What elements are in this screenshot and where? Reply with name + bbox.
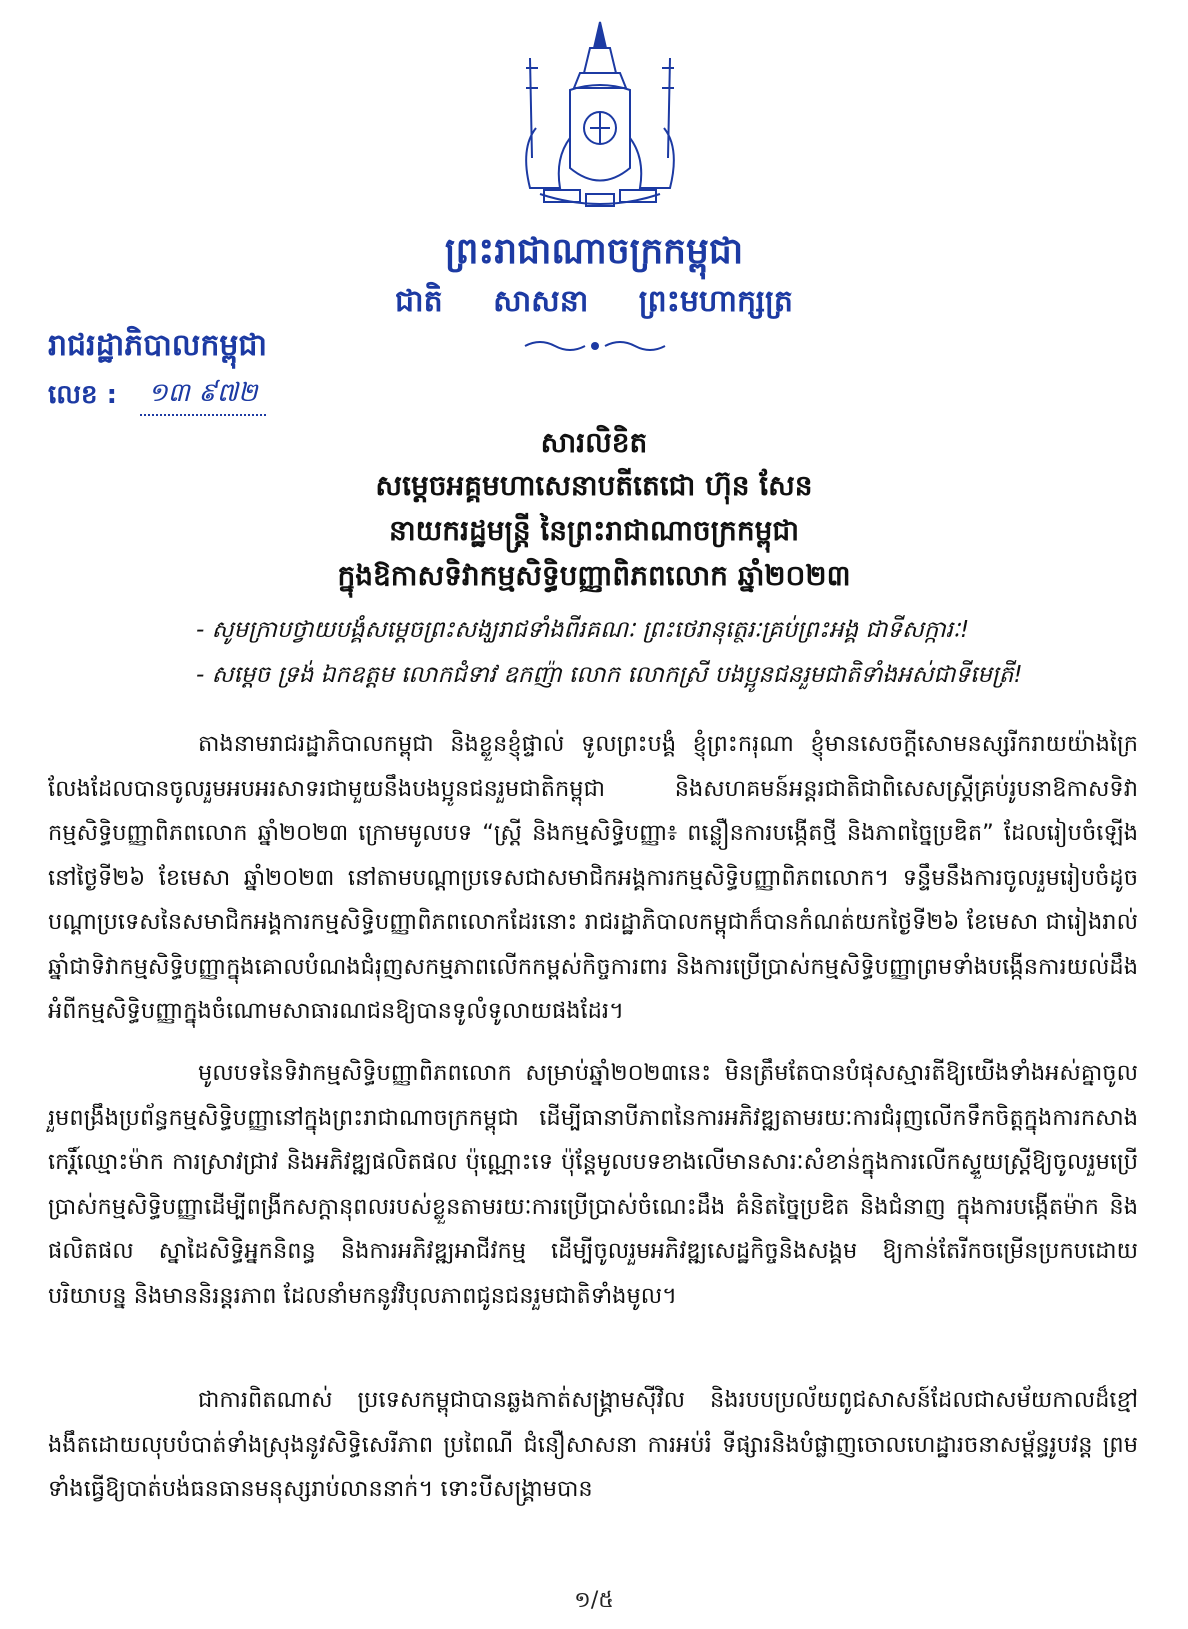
national-motto: ជាតិ សាសនា ព្រះមហាក្សត្រ <box>395 284 793 319</box>
paragraph-text: តាងនាមរាជរដ្ឋាភិបាលកម្ពុជា និងខ្លួនខ្ញុំផ្ទាល់ ទូលព្រះបង្គំ ខ្ញុំព្រះករុណា ខ្ញុំមានសេចក្តីសោមនស្សរីករាយយ៉ាងក្រៃលែងដែលបានចូលរួមអបអរសាទរជាមួយនឹងបងប្អូនជនរួមជាតិកម្ពុជា និងសហគមន៍អន្តរជាតិជាពិសេសស្ត្រីគ្រប់រូបនាឱកាសទិវាកម្មសិទ្ធិបញ្ញាពិភពលោក ឆ្នាំ២០២៣ ក្រោមមូលបទ “ស្ត្រី និងកម្មសិទ្ធិបញ្ញា៖ ពន្លឿនការបង្កើតថ្មី និងភាពច្នៃប្រឌិត” ដែលរៀបចំឡើងនៅថ្ងៃទី២៦ ខែមេសា ឆ្នាំ២០២៣ នៅតាមបណ្តាប្រទេសជាសមាជិកអង្គការកម្មសិទ្ធិបញ្ញាពិភពលោក។ ទន្ទឹមនឹងការចូលរួមរៀបចំដូចបណ្តាប្រទេសនៃសមាជិកអង្គការកម្មសិទ្ធិបញ្ញាពិភពលោកដែរនោះ រាជរដ្ឋាភិបាលកម្ពុជាក៏បានកំណត់យកថ្ងៃទី២៦ ខែមេសា ជារៀងរាល់ឆ្នាំជាទិវាកម្មសិទ្ធិបញ្ញាក្នុងគោលបំណងជំរុញសកម្មភាពលើកកម្ពស់កិច្ចការពារ និងការប្រើប្រាស់កម្មសិទ្ធិបញ្ញាព្រមទាំងបង្កើនការយល់ដឹងអំពីកម្មសិទ្ធិបញ្ញាក្នុងចំណោមសាធារណជនឱ្យបានទូលំទូលាយផងដែរ។ <box>48 731 1138 1024</box>
body-paragraph <box>48 722 1138 1034</box>
government-name: រាជរដ្ឋាភិបាលកម្ពុជា <box>48 328 267 363</box>
body-paragraph <box>48 1378 1138 1512</box>
letter-author-role: នាយករដ្ឋមន្ត្រី នៃព្រះរាជាណាចក្រកម្ពុជា <box>388 514 800 547</box>
paragraph-text: មូលបទនៃទិវាកម្មសិទ្ធិបញ្ញាពិភពលោក សម្រាប់ឆ្នាំ២០២៣នេះ មិនត្រឹមតែបានបំផុសស្មារតីឱ្យយើងទាំងអស់គ្នាចូលរួមពង្រឹងប្រព័ន្ធកម្មសិទ្ធិបញ្ញានៅក្នុងព្រះរាជាណាចក្រកម្ពុជា ដើម្បីធានាបីភាពនៃការអភិវឌ្ឍតាមរយៈការជំរុញលើកទឹកចិត្តក្នុងការកសាងកេរ្តិ៍ឈ្មោះម៉ាក ការស្រាវជ្រាវ និងអភិវឌ្ឍផលិតផល ប៉ុណ្ណោះទេ ប៉ុន្តែមូលបទខាងលើមានសារៈសំខាន់ក្នុងការលើកស្ទួយស្ត្រីឱ្យចូលរួមប្រើប្រាស់កម្មសិទ្ធិបញ្ញាដើម្បីពង្រីកសក្តានុពលរបស់ខ្លួនតាមរយៈការប្រើប្រាស់ចំណេះដឹង គំនិតច្នៃប្រឌិត និងជំនាញ ក្នុងការបង្កើតម៉ាក និងផលិតផល ស្នាដៃសិទ្ធិអ្នកនិពន្ធ និងការអភិវឌ្ឍអាជីវកម្ម ដើម្បីចូលរួមអភិវឌ្ឍសេដ្ឋកិច្ចនិងសង្គម ឱ្យកាន់តែរីកចម្រើនប្រកបដោយបរិយាបន្ន និងមាននិរន្តរភាព ដែលនាំមកនូវវិបុលភាពជូនជនរួមជាតិទាំងមូល។ <box>48 1060 1138 1309</box>
greeting-line: - សូមក្រាបថ្វាយបង្គំសម្តេចព្រះសង្ឃរាជទាំងពីរគណៈ ព្រះថេរានុត្ថេរៈគ្រប់ព្រះអង្គ ជាទីសក្ការៈ! <box>196 617 970 643</box>
body-paragraph <box>48 1051 1138 1318</box>
letter-title: សារលិខិត <box>540 426 648 459</box>
ornament-divider-icon <box>520 336 670 356</box>
letter-author: សម្តេចអគ្គមហាសេនាបតីតេជោ ហ៊ុន សែន <box>375 469 813 502</box>
document-number-value: ១៣ ៩៧២ <box>140 376 266 416</box>
kingdom-title: ព្រះរាជាណាចក្រកម្ពុជា <box>444 231 744 272</box>
royal-coat-of-arms-icon <box>500 18 700 218</box>
paragraph-text: ជាការពិតណាស់ ប្រទេសកម្ពុជាបានឆ្លងកាត់សង្គ្រាមស៊ីវិល និងរបបប្រល័យពូជសាសន៍ដែលជាសម័យកាលដ៏ខ្មៅងងឹតដោយលុបបំបាត់ទាំងស្រុងនូវសិទ្ធិសេរីភាព ប្រពៃណី ជំនឿសាសនា ការអប់រំ ទីផ្សារនិងបំផ្លាញចោលហេដ្ឋារចនាសម្ព័ន្ធរូបវន្ត ព្រមទាំងធ្វើឱ្យបាត់បង់ធនធានមនុស្សរាប់លាននាក់។ ទោះបីសង្គ្រាមបាន <box>48 1387 1138 1502</box>
page-number: ១/៥ <box>574 1588 614 1613</box>
document-number-label: លេខ : <box>48 380 117 410</box>
letter-occasion: ក្នុងឱកាសទិវាកម្មសិទ្ធិបញ្ញាពិភពលោក ឆ្នាំ២០២៣ <box>337 559 851 592</box>
greeting-line: - សម្តេច ទ្រង់ ឯកឧត្តម លោកជំទាវ ឧកញ៉ា លោក លោកស្រី បងប្អូនជនរួមជាតិទាំងអស់ជាទីមេត្រី! <box>196 662 1023 688</box>
